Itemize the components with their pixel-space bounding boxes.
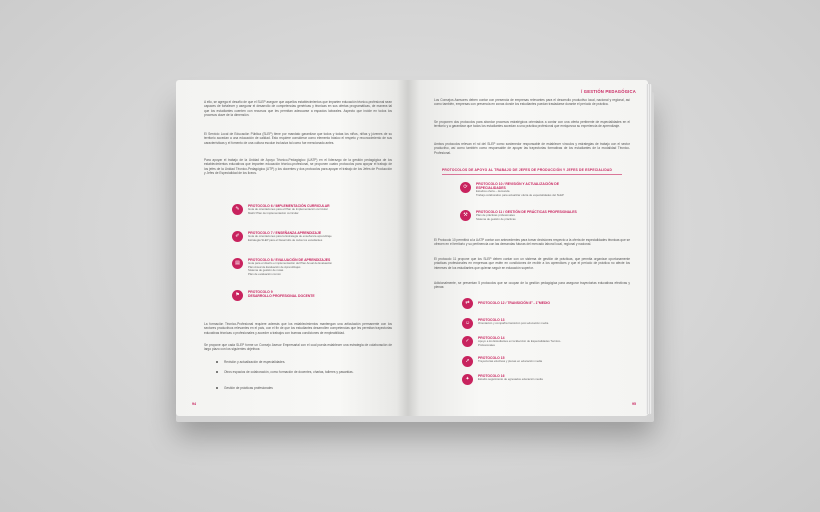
bullet-2: Otros espacios de colaboración, como formación de docentes, charlas, talleres y pasantías.	[216, 370, 366, 374]
protocol-8-line-3: Sistema de gestión de notas	[248, 268, 284, 272]
protocol-15	[462, 356, 612, 367]
protocol-9	[232, 290, 382, 301]
protocol-15-line-1: Trayectorias efectivas y plenas en educación media	[478, 359, 543, 363]
protocol-13-title: PROTOCOLO 13	[478, 318, 505, 322]
right-paragraph-1: Los Consejos Asesores deben contar con presencia de empresas relevantes para el desarrollo productivo local, nacional y regional, así como también, empresas con presencia en zonas donde los estudiantes puedan trasladarse durante el período de práctica.	[434, 98, 630, 107]
page-number-left: 94	[192, 402, 196, 406]
left-paragraph-1: A ello, se agrega el desafío de que el SLEP asegure que aquellos establecimientos que imparten educación técnico-profesional sean capaces de fortalecer y asegurar el desarrollo de competencias genéricas y técnicas en sus ofertas programáticas, de manera tal que los estudiantes cuenten con recursos que les permitan adecuarse a espacios laborales. Aspecto que incide en todos los procesos clave de la dimensión.	[204, 100, 392, 117]
protocol-11-title: PROTOCOLO 11 / GESTIÓN DE PRÁCTICAS PROFESIONALES	[476, 210, 577, 214]
protocol-16	[462, 374, 612, 385]
left-paragraph-4: La formación Técnico-Profesional requiere además que los establecimientos mantengan una articulación permanente con los sectores productivos relevantes en el país, con el fin de que los estudiantes desarrollen competencias que les permitan trayectorias educativas técnicas o profesionales y acceder a trabajos con buenas condiciones de empleabilidad.	[204, 322, 392, 335]
review-icon: ⟳	[460, 182, 471, 193]
protocol-8-line-1: Guía para el diseño e implementación del Plan Anual de Evaluación	[248, 261, 333, 265]
protocol-8-line-2: Plan Anual de Evaluación de Aprendizajes	[248, 264, 301, 269]
protocol-11-line-1: Plan de prácticas profesionales	[476, 213, 515, 217]
transition-icon: ⇄	[462, 298, 473, 309]
protocol-11	[460, 210, 620, 221]
protocol-7-line-2: Estrategia SLEP para el Desarrollo de todos los estudiantes	[248, 237, 323, 242]
protocol-8	[232, 258, 382, 276]
curriculum-icon: ✎	[232, 204, 243, 215]
bullet-3: Gestión de prácticas profesionales	[216, 386, 386, 390]
protocol-6-line-1: Guía de orientaciones para el Plan de Implementación curricular	[248, 207, 328, 211]
protocol-12	[462, 298, 612, 309]
protocol-6	[232, 204, 382, 215]
left-paragraph-2: El Servicio Local de Educación Pública (SLEP) tiene por mandato garantizar que todos y todas los niños, niñas y jóvenes de su territorio accedan a una educación de calidad. Esto requiere considerar como elemento básico el respeto y reconocimiento de sus características y el fomento de una cultura escolar inclusiva tal como fue mencionado antes.	[204, 132, 392, 145]
right-paragraph-5: El protocolo 11 propone que los SLEP deben contar con un sistema de gestión de prácticas, que permita organizar oportunamente prácticas profesionales en empresas que estén en condiciones de recibir a los aprendices y que el período de práctica no afecte los intereses de los estudiantes que quieran seguir en educación superior.	[434, 257, 630, 270]
protocol-7-title: PROTOCOLO 7 / ENSEÑANZA APRENDIZAJE	[248, 231, 322, 235]
protocol-15-title: PROTOCOLO 15	[478, 356, 505, 360]
protocol-11-line-2: Sistema de gestión de prácticas	[476, 216, 516, 221]
protocol-10-line-1: Estudios oferta – demanda	[476, 189, 510, 193]
internship-icon: ⚒	[460, 210, 471, 221]
protocol-9-title: PROTOCOLO 9	[248, 290, 273, 294]
teaching-icon: ✐	[232, 231, 243, 242]
protocol-16-title: PROTOCOLO 16	[478, 374, 505, 378]
protocol-10-line-2: Trabajo colaborativo para actualizar oferta de especialidades del SLEP	[476, 192, 564, 197]
protocol-6-title: PROTOCOLO 6 / IMPLEMENTACIÓN CURRICULAR	[248, 204, 330, 208]
right-paragraph-2: Se proponen dos protocolos para abordar procesos estratégicos orientados a contar con una oferta pertinente de especialidades en el territorio y a garantizar que todos los estudiantes accedan a una práctica profesional que enriquezca su experiencia de aprendizaje.	[434, 120, 630, 129]
protocol-9-subtitle: DESARROLLO PROFESIONAL DOCENTE	[248, 294, 315, 298]
left-page	[176, 80, 408, 416]
guidance-icon: ☺	[462, 318, 473, 329]
page-stack-edge	[646, 84, 652, 414]
left-paragraph-3: Para apoyar el trabajo de la Unidad de Apoyo Técnico-Pedagógico (UATP) en el liderazgo de la gestión pedagógica de los establecimientos educativos que imparten educación técnico-profesional, se proponen cuatro protocolos para apoyar el trabajo de los jefes de la Unidad Técnico-Pedagógica (UTP) y los docentes y dos protocolos para apoyar el trabajo de los Jefes de Producción y Jefes de Especialidad de los liceos.	[204, 158, 392, 175]
protocol-14-title: PROTOCOLO 14	[478, 336, 505, 340]
protocol-8-title: PROTOCOLO 8 / EVALUACIÓN DE APRENDIZAJES	[248, 258, 331, 262]
protocol-13	[462, 318, 612, 329]
protocol-8-line-4: Plan de evaluación común	[248, 271, 281, 276]
protocol-10-title: PROTOCOLO 10 / REVISIÓN Y ACTUALIZACIÓN DE ESPECIALIDADES	[476, 182, 559, 190]
right-page	[408, 80, 648, 416]
right-paragraph-3: Ambos protocolos relevan el rol del SLEP como sostenedor responsable de establecer vínculos y estrategias de trabajo con el sector productivo, así como también como responsable de apoyar las trayectorias formativas de los estudiantes de la modalidad Técnico-Profesional.	[434, 142, 630, 155]
evaluation-icon: ▤	[232, 258, 243, 269]
protocol-12-title: PROTOCOLO 12 / TRANSICIÓN 8° - 1°MEDIO	[478, 301, 550, 305]
teacher-development-icon: ⚑	[232, 290, 243, 301]
section-header: / GESTIÓN PEDAGÓGICA	[581, 89, 636, 94]
choice-icon: ✓	[462, 336, 473, 347]
protocol-7	[232, 231, 382, 242]
protocol-16-line-1: Estudio seguimiento de egresados educación media	[478, 377, 543, 381]
page-number-right: 95	[632, 402, 636, 406]
trajectory-icon: ➚	[462, 356, 473, 367]
left-paragraph-5: Se propone que cada SLEP forme un Consejo Asesor Empresarial con el cual pueda establecer una estrategia de colaboración de largo plazo con los siguientes objetivos:	[204, 343, 392, 352]
graduates-icon: ✦	[462, 374, 473, 385]
protocol-13-line-1: Orientación y compañía transición post educación media	[478, 321, 549, 325]
protocol-14	[462, 336, 612, 347]
protocol-7-line-1: Guía de orientaciones para la Estrategia de enseñanza aprendizaje	[248, 234, 332, 238]
protocol-14-line-1: Apoyo a los Estudiantes en la Elección de Especialidades Técnico-Profesionales	[478, 339, 562, 347]
protocol-10	[460, 182, 620, 197]
protocols-subheading: PROTOCOLOS DE APOYO AL TRABAJO DE JEFES DE PRODUCCIÓN Y JEFES DE ESPECIALIDAD	[442, 168, 613, 172]
subheading-rule	[442, 174, 622, 175]
right-paragraph-4: El Protocolo 10 permitirá a la UATP contar con antecedentes para tomar decisiones respecto a la oferta de especialidades técnicas que se ofrecen en el territorio y su pertinencia con las demandas futuras del mercado laboral local, regional y nacional.	[434, 238, 630, 247]
bullet-1: Revisión y actualización de especialidades.	[216, 360, 386, 364]
protocol-6-line-2: Matriz Plan de implementación curricular	[248, 210, 299, 215]
right-paragraph-6: Adicionalmente, se presentan 5 protocolos que se ocupan de la gestión pedagógica para asegurar trayectorias educativas efectivas y plenas:	[434, 281, 630, 290]
